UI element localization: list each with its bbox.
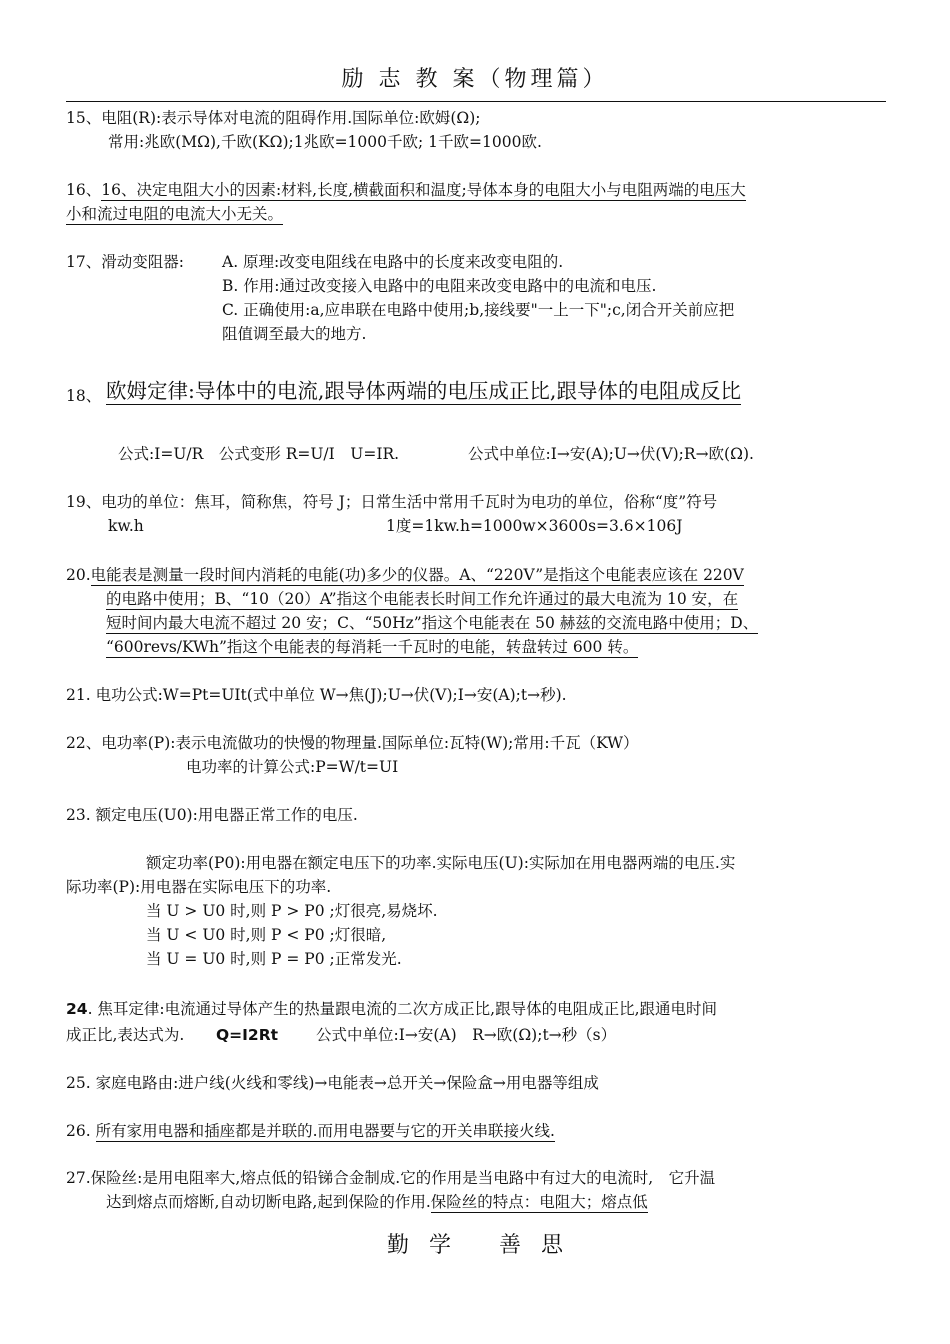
item-16-text2: 小和流过电阻的电流大小无关。 bbox=[66, 205, 284, 223]
item-27-line1: 27.保险丝:是用电阻率大,熔点低的铅锑合金制成.它的作用是当电路中有过大的电流时, 它升温 bbox=[66, 1169, 716, 1187]
item-18-formula: 公式:I=U/R 公式变形 R=U/I U=IR. bbox=[118, 445, 400, 463]
item-17-prefix: 17、滑动变阻器: bbox=[66, 253, 184, 271]
item-18-units: 公式中单位:I→安(A);U→伏(V);R→欧(Ω). bbox=[468, 445, 754, 463]
item-20-text4: “600revs/KWh”指这个电能表的每消耗一千瓦时的电能，转盘转过 600 转。 bbox=[106, 638, 639, 656]
page-footer bbox=[0, 1228, 950, 1259]
item-20-line4 bbox=[106, 637, 638, 657]
footer-word-4: 思 bbox=[541, 1233, 564, 1258]
item-23-case1: 当 U > U0 时,则 P > P0 ;灯很亮,易烧坏. bbox=[146, 902, 438, 920]
item-17-c2: 阻值调至最大的地方. bbox=[222, 325, 367, 343]
item-27-line2 bbox=[106, 1192, 648, 1212]
item-23-case2: 当 U < U0 时,则 P < P0 ;灯很暗, bbox=[146, 926, 387, 944]
item-19-line2b: 1度=1kw.h=1000w×3600s=3.6×106J bbox=[386, 517, 683, 535]
item-18-ohms-law bbox=[106, 378, 741, 404]
item-21-line1: 21. 电功公式:W=Pt=UIt(式中单位 W→焦(J);U→伏(V);I→安(A);t→秒). bbox=[66, 686, 567, 704]
item-22-line2: 电功率的计算公式:P=W/t=UI bbox=[186, 758, 399, 776]
item-16-text1: 16、决定电阻大小的因素:材料,长度,横截面积和温度;导体本身的电阻大小与电阻两端的电压大 bbox=[101, 181, 746, 199]
item-24-line2a: 成正比,表达式为. bbox=[66, 1026, 185, 1044]
item-24-line1 bbox=[66, 999, 717, 1019]
item-24-line2b: 公式中单位:I→安(A) R→欧(Ω);t→秒（s） bbox=[316, 1026, 617, 1044]
item-19-line2a: kw.h bbox=[108, 517, 144, 535]
item-24-formula: Q=I2Rt bbox=[216, 1026, 279, 1044]
item-26-number: 26. bbox=[66, 1122, 91, 1140]
item-15-line1: 15、电阻(R):表示导体对电流的阻碍作用.国际单位:欧姆(Ω); bbox=[66, 109, 481, 127]
item-20-text3: 短时间内最大电流不超过 20 安；C、“50Hz”指这个电能表在 50 赫兹的交流电路中使用；D、 bbox=[106, 614, 759, 632]
item-16-line1 bbox=[66, 180, 746, 200]
footer-word-2: 学 bbox=[428, 1233, 451, 1258]
item-23-line3: 际功率(P):用电器在实际电压下的功率. bbox=[66, 878, 332, 896]
page-header: 励 志 教 案（物理篇） bbox=[341, 67, 609, 92]
item-26-text: 所有家用电器和插座都是并联的.而用电器要与它的开关串联接火线. bbox=[95, 1122, 555, 1140]
footer-word-3: 善 bbox=[498, 1233, 521, 1258]
item-18-text: 欧姆定律:导体中的电流,跟导体两端的电压成正比,跟导体的电阻成反比 bbox=[106, 379, 741, 403]
item-20-text1: 电能表是测量一段时间内消耗的电能(功)多少的仪器。A、“220V”是指这个电能表应该在 220V bbox=[90, 566, 744, 584]
item-26-line1 bbox=[66, 1121, 555, 1141]
item-23-line2: 额定功率(P0):用电器在额定电压下的功率.实际电压(U):实际加在用电器两端的电压.实 bbox=[146, 854, 736, 872]
item-24-number: 24 bbox=[66, 1000, 88, 1018]
item-17-a: A. 原理:改变电阻线在电路中的长度来改变电阻的. bbox=[222, 253, 564, 271]
item-20-number: 20. bbox=[66, 566, 91, 584]
item-18-number: 18、 bbox=[66, 387, 102, 405]
item-16-line2 bbox=[66, 204, 283, 224]
item-23-line1: 23. 额定电压(U0):用电器正常工作的电压. bbox=[66, 806, 358, 824]
item-24-text1: . 焦耳定律:电流通过导体产生的热量跟电流的二次方成正比,跟导体的电阻成正比,跟通电时间 bbox=[87, 1000, 718, 1018]
header-rule bbox=[66, 101, 886, 102]
item-20-text2: 的电路中使用；B、“10（20）A”指这个电能表长时间工作允许通过的最大电流为 10 安，在 bbox=[106, 590, 739, 608]
item-20-line1 bbox=[66, 565, 744, 585]
item-27-text2a: 达到熔点而熔断,自动切断电路,起到保险的作用. bbox=[106, 1193, 431, 1211]
item-20-line3 bbox=[106, 613, 758, 633]
item-27-text2b: 保险丝的特点：电阻大；熔点低 bbox=[430, 1193, 648, 1211]
item-17-b: B. 作用:通过改变接入电路中的电阻来改变电路中的电流和电压. bbox=[222, 277, 657, 295]
item-15-line2: 常用:兆欧(MΩ),千欧(KΩ);1兆欧=1000千欧; 1千欧=1000欧. bbox=[108, 133, 542, 151]
item-22-line1: 22、电功率(P):表示电流做功的快慢的物理量.国际单位:瓦特(W);常用:千瓦（KW） bbox=[66, 734, 639, 752]
footer-word-1: 勤 bbox=[386, 1233, 409, 1258]
item-25-line1: 25. 家庭电路由:进户线(火线和零线)→电能表→总开关→保险盒→用电器等组成 bbox=[66, 1074, 599, 1092]
item-19-line1: 19、电功的单位：焦耳，简称焦，符号 J；日常生活中常用千瓦时为电功的单位，俗称“度”符号 bbox=[66, 493, 718, 511]
item-23-case3: 当 U = U0 时,则 P = P0 ;正常发光. bbox=[146, 950, 402, 968]
item-17-c1: C. 正确使用:a,应串联在电路中使用;b,接线要"一上一下";c,闭合开关前应把 bbox=[222, 301, 735, 319]
item-20-line2 bbox=[106, 589, 738, 609]
item-16-number: 16、 bbox=[66, 181, 102, 199]
